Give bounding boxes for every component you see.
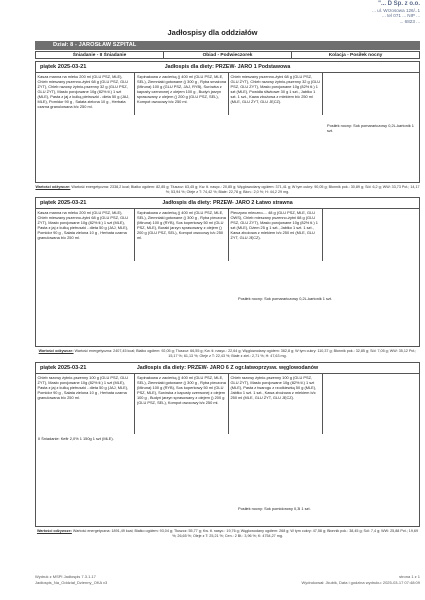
menu-row (36, 73, 419, 115)
nutrition-text: Wartość energetyczna: 1891,49 kcal; Białko ogółem: 93,04 g; Tłuszcz: 55,77 g; Kw. tł. nasyc.: 19,76 g; Węglowodany ogółem: 268 g; W tym cukry: 47,58 g; Błonnik pok.: 38,45 g; Sól: 7,4 g; WW: 25,88 Pct.; 19,69 %; 26,65 %; Oleje z T: 25,21 %; Cen.: 2 Bt.: 3,96 %; K: 4754,27 mg. (72, 529, 419, 538)
menu-supper: Pieczywo mleczno-... 48 g (GLU PSZ, MLE, GLU OWS), Chleb mieszany pszenno-żytni 68 g (GLU PSZ, GLU ŻYT), Masło porcjowane 10g (82% tł.) 1 szt (MLE), Dżem 25 g 1 szt., Jabłko 1 szt. 1 szt., Kawa zbożowa z mlekiem b/c 250 ml (MLE, GLU ŻYT, GLU JĘCZ). (229, 209, 323, 261)
footer-right (302, 574, 420, 585)
company-stamp (300, 2, 420, 24)
nutrition-label: Wartości odżywcze: (35, 185, 71, 189)
meal-header-breakfast: Śniadanie - II Śniadanie (36, 52, 164, 58)
diet-name: Jadłospis dla diety: PRZEW- JARO 2 Łatwo strawna (162, 200, 293, 206)
menu-supper: Chleb mieszany pszenno-żytni 68 g (GLU PSZ, GLU ŻYT), Chleb razowy żytnio-pszenny 32 g (GLU PSZ, GLU ŻYT), Masło porcjowane 10g (82% tł.) 1 szt (MLE), Powidła śliwkowe 30 g 1 szt., Jabłko 1 szt. 1 szt., Kawa zbożowa z mlekiem b/c 250 ml (MLE, GLU ŻYT, GLU JĘCZ). (229, 73, 323, 115)
nutrition-text: Wartość energetyczna: 2407,45 kcal; Białko ogółem: 92,05 g; Tłuszcz: 66,55 g; Kw. tł. nasyc.: 22,64 g; Węglowodany ogółem: 362,8 g; W tym cukry: 110,37 g; Błonnik pok.: 32,85 g; Sól: 7,05 g; WW: 35,12 Pct.; 15,17 %; 61,13 %; Oleje z T: 22,43 %; Białe z ziel.: 2,71 %; H: 47,63 mg. (74, 349, 417, 358)
diet-block-header (36, 363, 419, 374)
diet-name: Jadłospis dla diety: PRZEW- JARO 1 Podstawowa (164, 64, 291, 70)
meal-header-supper: Kolacja - Posiłek nocny (328, 53, 383, 58)
diet-block-header (36, 198, 419, 209)
diet-name: Jadłospis dla diety: PRZEW- JARO 6 Z ogr.łatwoprzysw. węglowodanów (136, 365, 319, 371)
footer-page-number: strona 1 z 1 (399, 574, 420, 579)
meal-header-lunch: Obiad - Podwieczorek (164, 52, 292, 58)
nutrition-label: Wartości odżywcze: (36, 529, 72, 533)
diet-date: piątek 2025-03-21 (40, 200, 87, 206)
document-title: Jadłospisy dla oddziałów (167, 28, 258, 37)
stamp-line: ... tel 071 ... NIP ... (382, 13, 420, 19)
diet-block (35, 197, 420, 347)
menu-supper: Chleb razowy żytnio-pszenny 100 g (GLU PSZ, GLU ŻYT), Masło porcjowane 10g (82% tł.) 1 szt (MLE), Pasta z twarogu z rzodkiewką 50 g (MLE), Jabłko 1 szt. 1 szt., Kawa zbożowa z mlekiem b/c 250 ml (MLE, GLU ŻYT, GLU JĘCZ). (229, 374, 323, 434)
menu-breakfast: Chleb razowy żytnio-pszenny 100 g (GLU PSZ, GLU ŻYT), Masło porcjowane 10g (82% tł.) 1 szt (MLE), Pasta z jaj z kulką pietruszki - dieta 50 g (JAJ, MLE), Pomidor 90 g , Sałata zielona 10 g , Herbata czarna granulowana b/c 250 ml. (36, 374, 135, 434)
second-breakfast: II Śniadanie: Kefir 2,0% 1 150g 1 szt (MLE). (38, 436, 114, 441)
night-snack: Posiłek nocny: Sok pomarańczowy 0,2L-kartonik 1 szt. (327, 123, 414, 133)
nutrition-label: Wartości odżywcze: (38, 349, 74, 353)
diet-block-header (36, 62, 419, 73)
diet-block (35, 362, 420, 527)
stamp-line: ... 6823 ... (399, 18, 420, 24)
menu-extra (323, 209, 419, 261)
footer-software: Wydruk z MSPI Jadłospis 7.3.1.17 (35, 574, 96, 579)
menu-extra (323, 374, 419, 434)
menu-breakfast: Kasza manna na mleku 200 ml (GLU PSZ, MLE), Chleb mieszany pszenno-żytni 68 g (GLU PSZ, GLU ŻYT), Masło porcjowane 10g (82% tł.) 1 szt (MLE), Pasta z jaj z kulką pietruszki - dieta 50 g (JAJ, MLE), Pomidor 90 g , Sałata zielona 10 g , Herbata czarna granulowana b/c 250 ml. (36, 209, 135, 261)
department-header: Dział: 8 - JAROSŁAW SZPITAL (35, 41, 420, 50)
menu-lunch: Szpinakowa z zacierką () 400 ml (GLU PSZ, MLE, SEL), Ziemniaki gotowane () 300 g , Ryba pieczona (Miruna) 100 g (RYB), Sos koperkowy 50 ml (GLU PSZ, MLE), Buraki jarzyn sprasowany z olejem () 200 g (GLU PSZ, SEL), Kompot owocowy b/c 250 ml. (135, 209, 229, 261)
stamp-line: "... D Sp. z o.o. (378, 1, 420, 7)
nutrition-values (35, 349, 420, 359)
menu-lunch: Szpinakowa z zacierką () 400 ml (GLU PSZ, MLE, SEL), Ziemniaki gotowane () 300 g , Ryba smażona (Miruna) 100 g (GLU PSZ, JAJ, RYB), Surówka z kapusty czerwonej z olejem 100 g , Budyń jarzyn sprasowany z olejem () 200 g (GLU PSZ, SEL), Kompot owocowy b/c 250 ml. (135, 73, 229, 115)
nutrition-text: Wartość energetyczna: 2338,2 kcal; Białko ogółem: 82,85 g; Tłuszcz: 63,45 g; Kw. tł. nasyc.: 20,85 g; Węglowodany ogółem: 371,41 g; W tym cukry: 90,05 g; Błonnik pok.: 30,89 g; Sól: 6,2 g; WW: 33,73 Pct.; 14,17 %; 53,94 %; Oleje z T: 74,42 %; Białe: 22,78 g; Błon.: 2,0 %; H: 44,2 29 mg. (71, 185, 420, 194)
footer-report-name: Jadłospis_Na_Oddział_Dzienny_OKA v3 (35, 579, 108, 585)
footer-printed-by: Wydrukował: Jkubik, Data i godzina wydruku: 2025-03-17 07:48:09 (301, 579, 420, 585)
diet-block (35, 61, 420, 183)
night-snack: Posiłek nocny: Sok pomidorowy 0,3l 1 szt. (238, 506, 311, 511)
menu-breakfast: Kasza manna na mleku 200 ml (GLU PSZ, MLE), Chleb mieszany pszenno-żytni 68 g (GLU PSZ, GLU ŻYT), Chleb razowy żytnio-pszenny 32 g (GLU PSZ, GLU ŻYT), Masło porcjowane 10g (82% tł.) 1 szt (MLE), Pasta z jaj z kulką pietruszki - dieta 50 g (JAJ, MLE), Pomidor 90 g , Sałata zielona 10 g , Herbata czarna granulowana b/c 250 ml. (36, 73, 135, 115)
night-snack: Posiłek nocny: Sok pomarańczowy 0,2L-kartonik 1 szt. (238, 296, 333, 301)
stamp-line: ... ul. Wrzosowa 126/..1 (372, 7, 420, 13)
footer-left (35, 574, 107, 585)
menu-row (36, 374, 419, 434)
diet-date: piątek 2025-03-21 (40, 64, 87, 70)
menu-lunch: Szpinakowa z zacierką () 400 ml (GLU PSZ, MLE, SEL), Ziemniaki gotowane () 300 g , Ryba pieczona (Miruna) 100 g (RYB), Sos koperkowy 50 ml (GLU PSZ, MLE), Surówka z kapusty czerwonej z olejem 100 g , Budyń jarzyn sprasowany z olejem () 200 g (GLU PSZ, SEL), Kompot owocowy b/c 250 ml. (135, 374, 229, 434)
nutrition-values (35, 529, 420, 539)
menu-extra (323, 73, 419, 115)
meal-columns-header (35, 51, 420, 59)
nutrition-values (35, 185, 420, 195)
menu-row (36, 209, 419, 261)
diet-date: piątek 2025-03-21 (40, 365, 87, 371)
